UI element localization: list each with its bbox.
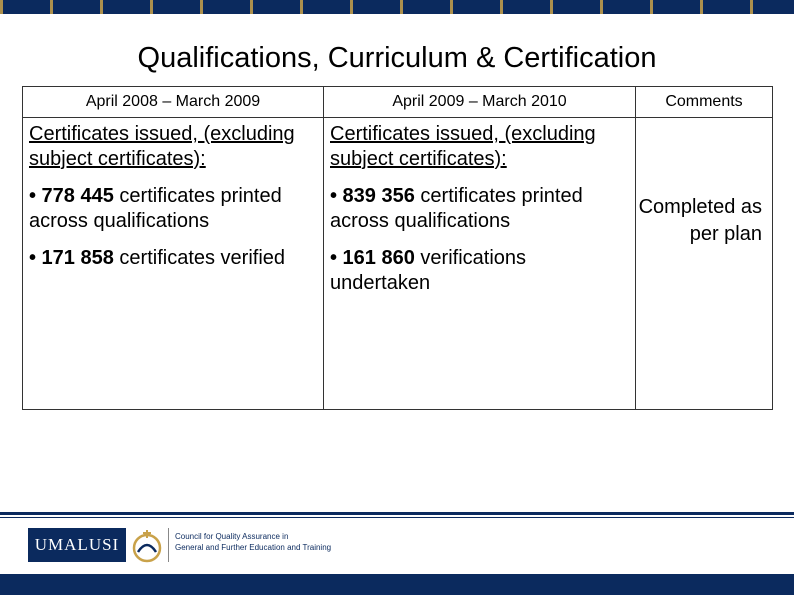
bottom-banner	[0, 574, 794, 595]
footer-divider-thin	[0, 517, 794, 518]
comment-text: Completed as per plan	[638, 196, 762, 245]
intro-text: Certificates issued, (excluding subject certificates):	[330, 123, 596, 170]
org-line-2: General and Further Education and Training	[175, 543, 332, 552]
top-banner-stripes	[0, 0, 794, 14]
header-row	[23, 87, 773, 118]
header-2008-2009: April 2008 – March 2009	[23, 87, 324, 118]
intro-text: Certificates issued, (excluding subject certificates):	[29, 123, 295, 170]
verifications-count: • 161 860	[330, 247, 415, 269]
bullet-printed	[29, 184, 317, 234]
organisation-name	[175, 531, 375, 553]
verified-count: • 171 858	[29, 247, 114, 269]
printed-count: • 778 445	[29, 185, 114, 207]
footer-divider	[0, 512, 794, 515]
footer-logo-divider	[168, 528, 169, 562]
printed-count: • 839 356	[330, 185, 415, 207]
cell-2008-2009	[23, 118, 324, 410]
bullet-printed	[330, 184, 629, 234]
org-line-1: Council for Quality Assurance in	[175, 532, 289, 541]
printed-text: certificates printed across qualifications	[330, 185, 583, 232]
bullet-verifications	[330, 246, 629, 296]
slide-title: Qualifications, Curriculum & Certification	[137, 42, 657, 74]
cell-comments	[636, 118, 773, 410]
body-row	[23, 118, 773, 410]
header-2009-2010: April 2009 – March 2010	[324, 87, 636, 118]
header-comments: Comments	[636, 87, 773, 118]
umalusi-logo: UMALUSI	[28, 528, 126, 562]
comparison-table	[22, 86, 773, 410]
bullet-verified	[29, 246, 317, 271]
cell-2009-2010	[324, 118, 636, 410]
printed-text: certificates printed across qualifications	[29, 185, 282, 232]
verified-text: certificates verified	[113, 247, 286, 269]
umalusi-emblem-icon	[130, 524, 164, 566]
verifications-text: verifications undertaken	[330, 247, 527, 294]
